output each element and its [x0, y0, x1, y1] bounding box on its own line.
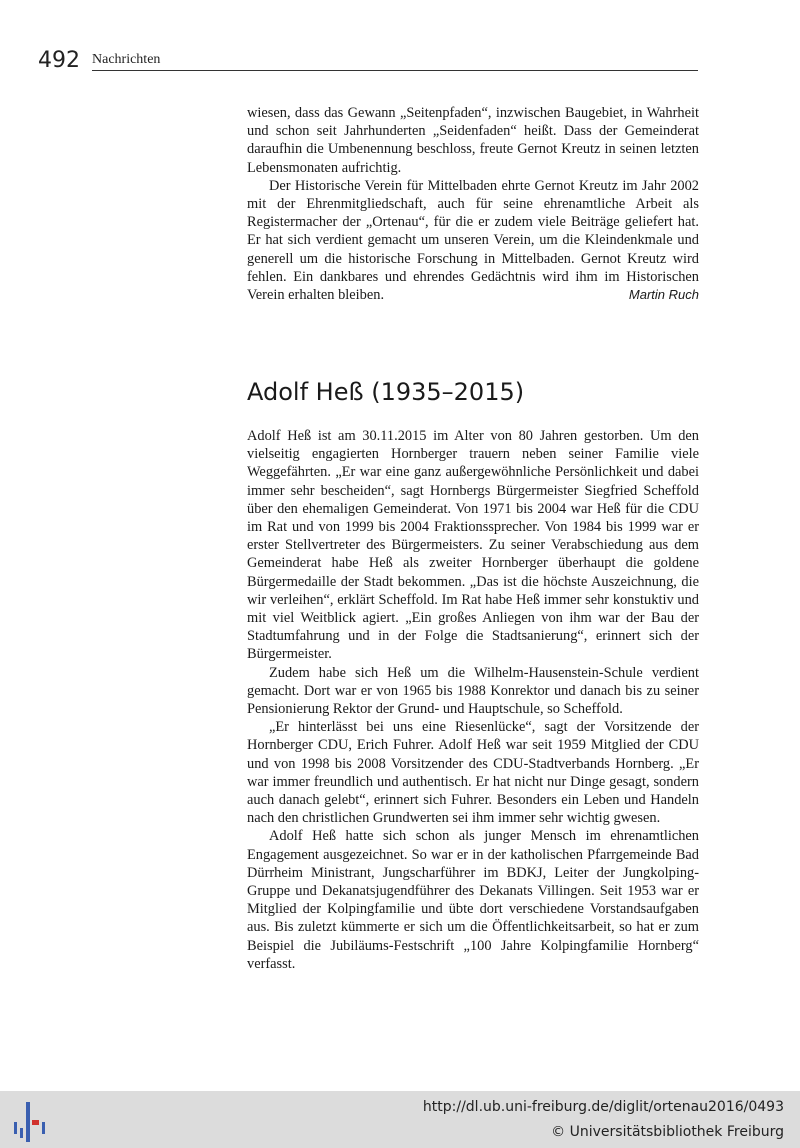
header-rule [92, 70, 698, 71]
copyright-notice: © Universitätsbibliothek Freiburg [551, 1124, 784, 1140]
page-number: 492 [38, 48, 80, 73]
paragraph: Zudem habe sich Heß um die Wilhelm-Hausenstein-Schule verdient gemacht. Dort war er von 1965 bis 1988 Konrektor und danach bis zu seiner Pensionierung Rektor der Grund- und Hauptschule, so Scheffold. [247, 664, 699, 718]
previous-article-ending [247, 104, 699, 304]
paragraph: „Er hinterlässt bei uns eine Riesenlücke“, sagt der Vorsitzende der Hornberger CDU, Erich Fuhrer. Adolf Heß war seit 1959 Mitglied der CDU und von 1998 bis 2008 Vorsitzender des CDU-Stadtverbands Hornberg. „Er war immer freundlich und authentisch. Er hat nicht nur Dinge gesagt, sondern auch danach gelebt“, erinnert sich Fuhrer. Besonders ein Leben und Handeln nach den christlichen Grundwerten sei ihm immer sehr wichtig gwesen. [247, 719, 699, 827]
paragraph: wiesen, dass das Gewann „Seitenpfaden“, inzwischen Baugebiet, in Wahrheit und schon seit Jahrhunderten „Seidenfaden“ heißt. Dass der Gemeinderat daraufhin die Umbenennung beschloss, freute Gernot Kreutz in seinen letzten Lebensmonaten aufrichtig. [247, 105, 699, 176]
paragraph-text: Der Historische Verein für Mittelbaden ehrte Gernot Kreutz im Jahr 2002 mit der Ehrenmitgliedschaft, auch für seine ehrenamtliche Arbeit als Registermacher der „Ortenau“, für die er zudem viele Beiträge geliefert hat. Er hat sich verdient gemacht um unseren Verein, um die Kleindenkmale und generell um die historische Forschung in Mittelbaden. Gernot Kreutz wird fehlen. Ein dankbares und ehrendes Gedächtnis wird ihm im Historischen Verein erhalten bleiben. [247, 177, 699, 304]
paragraph [247, 177, 699, 304]
article-body [247, 427, 699, 973]
paragraph: Adolf Heß ist am 30.11.2015 im Alter von 80 Jahren gestorben. Um den vielseitig engagierten Hornberger trauern neben seiner Familie viele Weggefährten. „Er war eine ganz außergewöhnliche Persönlichkeit und dabei immer sehr bescheiden“, sagt Hornbergs Bürgermeister Siegfried Scheffold über den ehemaligen Gemeinderat. Von 1971 bis 2004 war Heß für die CDU im Rat und von 1999 bis 2004 Fraktionssprecher. Von 1984 bis 1999 war er erster Stellvertreter des Bürgermeisters. Zu seiner Verabschiedung aus dem Gemeinderat habe Heß als zweiter Hornberger überhaupt die goldene Bürgermedaille der Stadt bekommen. „Das ist die höchste Auszeichnung, die wir verleihen“, erklärt Scheffold. Im Rat habe Heß immer sehr konstuktiv und mit viel Weitblick agiert. „Ein großes Anliegen von ihm war der Bau der Stadtumfahrung und in der Folge die Stadtsanierung“, erinnert sich der Bürgermeister. [247, 428, 699, 663]
article-title: Adolf Heß (1935–2015) [247, 378, 525, 406]
paragraph: Adolf Heß hatte sich schon als junger Mensch im ehrenamtlichen Engagement ausgezeichnet. So war er in der katholischen Pfarrgemeinde Bad Dürrheim Ministrant, Jungscharführer im BDKJ, Leiter der Jungkolping-Gruppe und Dekanatsjugendführer des Dekanats Villingen. Seit 1953 war er Mitglied der Kolpingfamilie und übte dort verschiedene Vorstandsaufgaben aus. Bis zuletzt kümmerte er sich um die Öffentlichkeitsarbeit, so hat er zum Beispiel die Jubiläums-Festschrift „100 Jahre Kolpingfamilie Hornberg“ verfasst. [247, 828, 699, 972]
running-head-title: Nachrichten [92, 52, 161, 67]
source-url-link[interactable]: http://dl.ub.uni-freiburg.de/diglit/ortenau2016/0493 [422, 1099, 784, 1115]
ub-freiburg-logo-icon [12, 1100, 50, 1144]
author-signature: Martin Ruch [628, 287, 699, 303]
